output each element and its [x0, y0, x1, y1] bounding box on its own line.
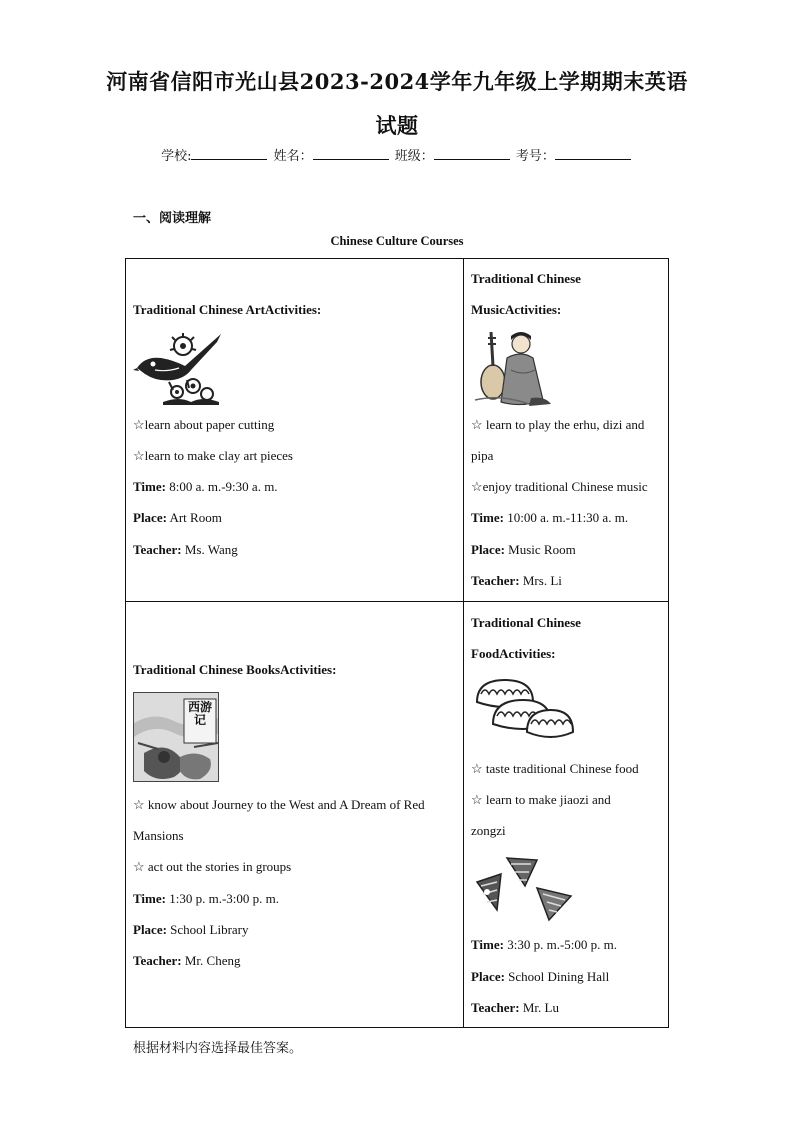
- books-heading: Traditional Chinese BooksActivities:: [133, 662, 337, 677]
- food-time: Time: 3:30 p. m.-5:00 p. m.: [471, 937, 618, 952]
- food-teacher: Teacher: Mr. Lu: [471, 1000, 559, 1015]
- art-time: Time: 8:00 a. m.-9:30 a. m.: [133, 479, 278, 494]
- books-item-1-line-1: ☆ know about Journey to the West and A Dream of Red: [133, 797, 425, 812]
- music-item-1-line-2: pipa: [471, 448, 494, 463]
- art-heading: Traditional Chinese ArtActivities:: [133, 302, 322, 317]
- art-item-1: ☆learn about paper cutting: [133, 417, 275, 432]
- number-label: 考号：: [515, 149, 555, 164]
- books-item-2: ☆ act out the stories in groups: [133, 859, 292, 874]
- school-label: 学校:: [161, 149, 192, 164]
- paper-cutting-bird-icon: [133, 330, 225, 410]
- table-row-divider: [125, 601, 669, 602]
- food-item-1: ☆ taste traditional Chinese food: [471, 761, 639, 776]
- food-item-2-line-2: zongzi: [471, 823, 506, 838]
- document-title-line-1: 河南省信阳市光山县2023-2024学年九年级上学期期末英语: [106, 69, 688, 94]
- music-teacher: Teacher: Mrs. Li: [471, 573, 562, 588]
- journey-to-the-west-book-cover: [133, 692, 219, 782]
- books-item-1-line-2: Mansions: [133, 828, 184, 843]
- number-blank[interactable]: [555, 147, 631, 160]
- school-blank[interactable]: [191, 147, 267, 160]
- books-place: Place: School Library: [133, 922, 249, 937]
- table-caption: Chinese Culture Courses: [330, 234, 464, 248]
- class-blank[interactable]: [434, 147, 510, 160]
- question-instruction: 根据材料内容选择最佳答案。: [133, 1041, 303, 1056]
- document-title-line-2: 试题: [375, 113, 419, 138]
- music-item-2: ☆enjoy traditional Chinese music: [471, 479, 648, 494]
- class-label: 班级：: [394, 149, 434, 164]
- table-column-divider: [463, 258, 464, 1028]
- food-item-2-line-1: ☆ learn to make jiaozi and: [471, 792, 611, 807]
- art-teacher: Teacher: Ms. Wang: [133, 542, 238, 557]
- books-time: Time: 1:30 p. m.-3:00 p. m.: [133, 891, 280, 906]
- name-blank[interactable]: [313, 147, 389, 160]
- books-teacher: Teacher: Mr. Cheng: [133, 953, 241, 968]
- name-label: 姓名：: [273, 149, 313, 164]
- food-heading-line-1: Traditional Chinese: [471, 615, 581, 630]
- student-info-row: [0, 145, 794, 164]
- food-place: Place: School Dining Hall: [471, 969, 610, 984]
- food-heading-line-2: FoodActivities:: [471, 646, 556, 661]
- music-time: Time: 10:00 a. m.-11:30 a. m.: [471, 510, 629, 525]
- jiaozi-dumplings-icon: [471, 676, 575, 750]
- section-heading: 一、阅读理解: [133, 211, 212, 226]
- music-place: Place: Music Room: [471, 542, 576, 557]
- pipa-player-icon: [471, 330, 553, 412]
- book-cover-title: 西游记: [187, 700, 212, 727]
- art-item-2: ☆learn to make clay art pieces: [133, 448, 293, 463]
- music-item-1-line-1: ☆ learn to play the erhu, dizi and: [471, 417, 645, 432]
- music-heading-line-2: MusicActivities:: [471, 302, 562, 317]
- music-heading-line-1: Traditional Chinese: [471, 271, 581, 286]
- zongzi-rice-dumplings-icon: [471, 852, 577, 928]
- art-place: Place: Art Room: [133, 510, 222, 525]
